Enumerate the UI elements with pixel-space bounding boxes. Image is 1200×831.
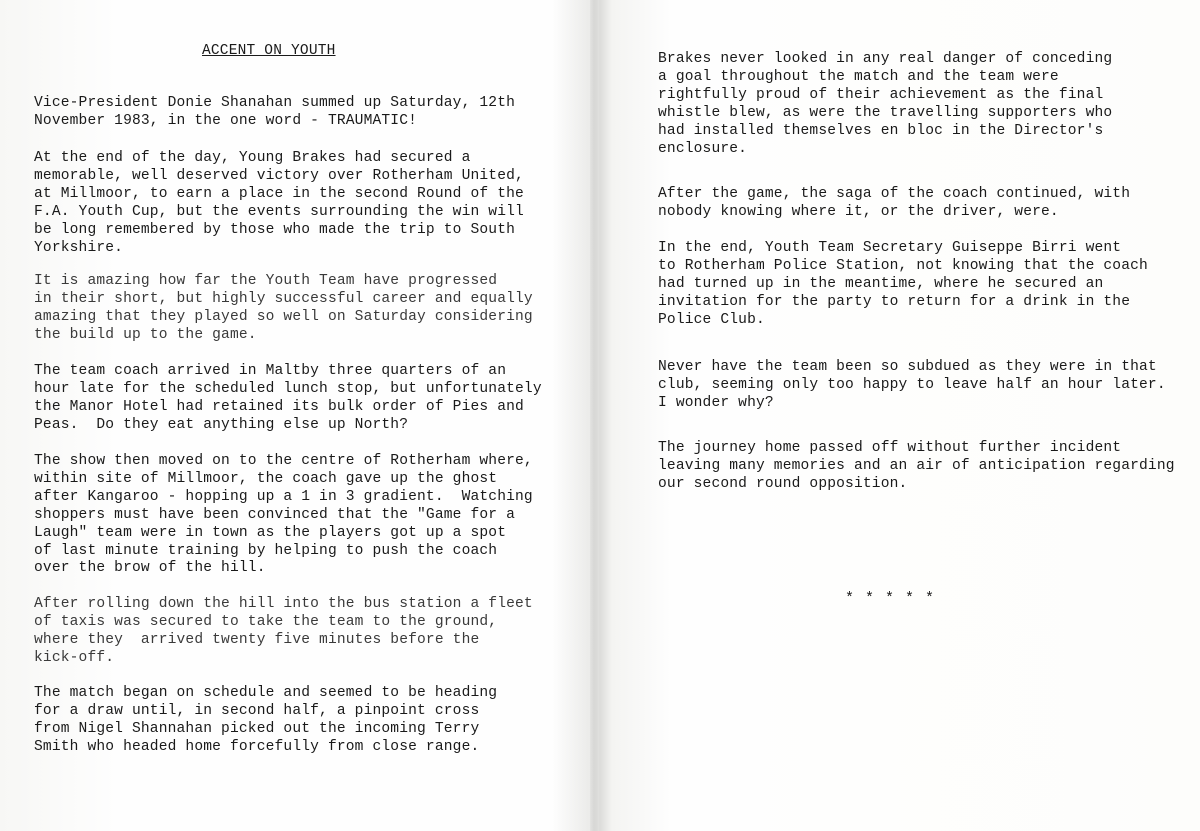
paragraph-progress: It is amazing how far the Youth Team have progressed in their short, but highly successful career and equally amazing that they played so well on Saturday considering the build up to the game. [34,273,533,343]
paragraph-victory: At the end of the day, Young Brakes had secured a memorable, well deserved victory over Rotherham United, at Millmoor, to earn a place in the second Round of the F.A. Youth Cup, but the events surrounding the win will be long remembered by those who made the trip to South Yorkshire. [34,150,524,256]
paragraph-taxis: After rolling down the hill into the bus station a fleet of taxis was secured to take the team to the ground, where they arrived twenty five minutes before the kick-off. [34,596,533,666]
section-separator: * * * * * [845,590,936,607]
paragraph-rotherham: The show then moved on to the centre of Rotherham where, within site of Millmoor, the coach gave up the ghost after Kangaroo - hopping up a 1 in 3 gradient. Watching shoppers must have been convinced that the "Game for a Laugh" team were in town as the players got up a spot of last minute training by helping to push the coach over the brow of the hill. [34,453,533,577]
page-fold [590,0,598,831]
right-page [600,0,1200,831]
left-page [0,0,590,831]
article-title: ACCENT ON YOUTH [202,43,336,59]
paragraph-defence: Brakes never looked in any real danger of conceding a goal throughout the match and the team were rightfully proud of their achievement as the final whistle blew, as were the travelling supporters who had installed themselves en bloc in the Director's enclosure. [658,51,1113,157]
paragraph-match: The match began on schedule and seemed to be heading for a draw until, in second half, a pinpoint cross from Nigel Shannahan picked out the incoming Terry Smith who headed home forcefully from close range. [34,685,498,755]
paragraph-intro: Vice-President Donie Shanahan summed up Saturday, 12th November 1983, in the one word - TRAUMATIC! [34,95,516,129]
paragraph-coach-saga: After the game, the saga of the coach continued, with nobody knowing where it, or the driver, were. [658,186,1131,220]
paragraph-police: In the end, Youth Team Secretary Guiseppe Birri went to Rotherham Police Station, not knowing that the coach had turned up in the meantime, where he secured an invitation for the party to return for a drink in the Police Club. [658,240,1148,328]
paragraph-subdued: Never have the team been so subdued as they were in that club, seeming only too happy to leave half an hour later. I wonder why? [658,359,1166,411]
paragraph-journey-home: The journey home passed off without further incident leaving many memories and an air of anticipation regarding our second round opposition. [658,440,1175,492]
paragraph-maltby: The team coach arrived in Maltby three quarters of an hour late for the scheduled lunch stop, but unfortunately the Manor Hotel had retained its bulk order of Pies and Peas. Do they eat anything else up North? [34,363,542,433]
